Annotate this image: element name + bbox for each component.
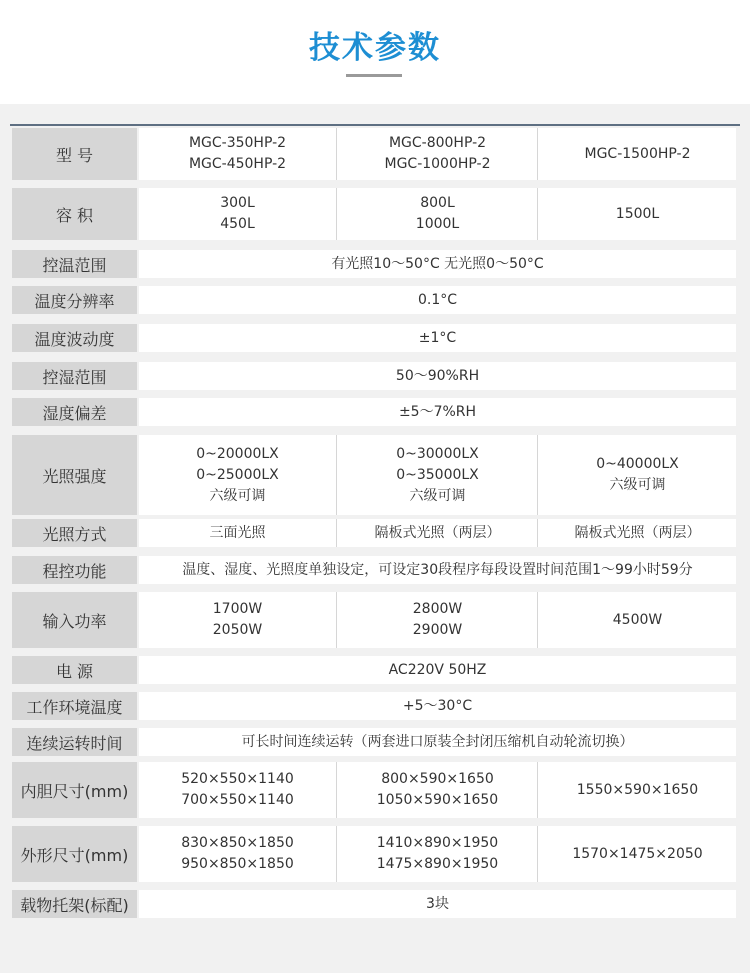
value-line: MGC-450HP-2	[188, 156, 287, 172]
spec-row	[0, 519, 750, 547]
value-line: 0~40000LX	[596, 456, 679, 472]
page-title: 技术参数	[309, 30, 441, 66]
row-values	[139, 728, 736, 756]
value-line: 2050W	[212, 622, 263, 638]
value-cell-merged: ±1°C	[418, 329, 457, 346]
value-cell-merged: 50～90%RH	[395, 367, 480, 384]
value-line: MGC-1500HP-2	[584, 145, 691, 162]
value-cell	[338, 188, 537, 240]
value-cell	[539, 435, 736, 515]
value-line: 950×850×1850	[181, 856, 294, 872]
row-values	[139, 762, 736, 818]
value-line: 1500L	[615, 205, 660, 222]
column-divider	[336, 762, 337, 818]
value-line: 4500W	[612, 611, 663, 628]
row-values	[139, 128, 736, 180]
spec-row	[0, 692, 750, 720]
value-cell	[139, 592, 336, 648]
value-line: 0~35000LX	[396, 466, 479, 483]
row-label: 型 号	[12, 128, 137, 180]
value-line: 300L	[220, 195, 255, 211]
spec-row	[0, 890, 750, 918]
value-cell	[338, 826, 537, 882]
table-top-rule	[10, 124, 740, 126]
column-divider	[336, 188, 337, 240]
row-label: 容 积	[12, 188, 137, 240]
column-divider	[336, 592, 337, 648]
column-divider	[537, 519, 538, 547]
value-cell-merged: 0.1°C	[417, 291, 458, 308]
value-line: 0~25000LX	[196, 466, 279, 483]
row-label: 载物托架(标配)	[12, 890, 137, 918]
row-label: 内胆尺寸(mm)	[12, 762, 137, 818]
value-line: 1475×890×1950	[376, 856, 499, 872]
row-values	[139, 362, 736, 390]
row-label: 连续运转时间	[12, 728, 137, 756]
value-line: 520×550×1140	[181, 771, 294, 787]
row-values	[139, 890, 736, 918]
value-line: 1700W	[212, 601, 263, 617]
row-label: 控湿范围	[12, 362, 137, 390]
value-cell	[139, 762, 336, 818]
title-underline	[346, 74, 402, 77]
row-values	[139, 324, 736, 352]
row-label: 输入功率	[12, 592, 137, 648]
column-divider	[336, 519, 337, 547]
value-line: 450L	[220, 216, 255, 232]
column-divider	[537, 592, 538, 648]
row-values	[139, 250, 736, 278]
value-cell	[338, 435, 537, 515]
spec-row	[0, 826, 750, 882]
spec-row	[0, 250, 750, 278]
spec-row	[0, 286, 750, 314]
value-line: MGC-1000HP-2	[384, 156, 491, 172]
value-cell	[539, 188, 736, 240]
row-label: 湿度偏差	[12, 398, 137, 426]
row-label: 控温范围	[12, 250, 137, 278]
header	[0, 0, 750, 104]
column-divider	[537, 435, 538, 515]
value-line: 隔板式光照（两层）	[374, 524, 501, 541]
column-divider	[537, 188, 538, 240]
spec-row	[0, 398, 750, 426]
row-values	[139, 435, 736, 515]
row-values	[139, 556, 736, 584]
value-line: MGC-350HP-2	[188, 135, 287, 151]
value-line: 0~20000LX	[196, 445, 279, 462]
row-label: 光照强度	[12, 435, 137, 515]
value-cell	[139, 188, 336, 240]
row-label: 工作环境温度	[12, 692, 137, 720]
value-line: 2900W	[412, 622, 463, 638]
value-cell-merged: 可长时间连续运转（两套进口原装全封闭压缩机自动轮流切换）	[241, 733, 634, 750]
value-cell	[338, 592, 537, 648]
row-values	[139, 692, 736, 720]
value-cell	[338, 519, 537, 547]
value-cell	[539, 826, 736, 882]
value-line: 六级可调	[209, 487, 266, 504]
value-cell	[139, 519, 336, 547]
spec-row	[0, 592, 750, 648]
value-line: 830×850×1850	[181, 835, 294, 851]
value-cell-merged: AC220V 50HZ	[388, 661, 487, 678]
value-line: 隔板式光照（两层）	[574, 524, 701, 541]
value-line: 1000L	[415, 216, 460, 232]
row-label: 温度分辨率	[12, 286, 137, 314]
column-divider	[537, 128, 538, 180]
value-cell	[139, 435, 336, 515]
value-cell	[539, 128, 736, 180]
value-cell	[338, 762, 537, 818]
column-divider	[336, 435, 337, 515]
row-values	[139, 826, 736, 882]
value-cell	[139, 128, 336, 180]
spec-row	[0, 556, 750, 584]
row-label: 外形尺寸(mm)	[12, 826, 137, 882]
spec-row	[0, 362, 750, 390]
value-cell	[539, 762, 736, 818]
value-cell	[539, 592, 736, 648]
column-divider	[537, 826, 538, 882]
row-values	[139, 592, 736, 648]
value-line: 800×590×1650	[381, 771, 494, 787]
column-divider	[336, 128, 337, 180]
value-line: 700×550×1140	[181, 792, 294, 808]
spec-row	[0, 656, 750, 684]
column-divider	[537, 762, 538, 818]
value-cell	[139, 826, 336, 882]
value-cell	[539, 519, 736, 547]
value-line: 1570×1475×2050	[572, 845, 703, 862]
value-line: 三面光照	[209, 524, 266, 541]
value-cell-merged: +5～30°C	[402, 697, 473, 714]
row-label: 程控功能	[12, 556, 137, 584]
spec-row	[0, 324, 750, 352]
value-line: 六级可调	[609, 477, 666, 493]
column-divider	[336, 826, 337, 882]
value-line: 1050×590×1650	[376, 792, 499, 808]
spec-row	[0, 128, 750, 180]
value-cell-merged: 温度、湿度、光照度单独设定，可设定30段程序每段设置时间范围1～99小时59分	[182, 561, 693, 578]
value-line: 2800W	[412, 601, 463, 617]
value-cell	[338, 128, 537, 180]
spec-row	[0, 762, 750, 818]
value-line: 800L	[420, 195, 455, 211]
value-line: 1410×890×1950	[376, 835, 499, 851]
row-label: 光照方式	[12, 519, 137, 547]
value-cell-merged: ±5～7%RH	[398, 403, 477, 420]
spec-row	[0, 188, 750, 240]
spec-row	[0, 728, 750, 756]
row-values	[139, 286, 736, 314]
value-line: 0~30000LX	[396, 445, 479, 462]
value-line: MGC-800HP-2	[388, 135, 487, 151]
row-values	[139, 188, 736, 240]
row-label: 电 源	[12, 656, 137, 684]
row-label: 温度波动度	[12, 324, 137, 352]
value-line: 1550×590×1650	[576, 781, 699, 798]
spec-row	[0, 435, 750, 515]
value-cell-merged: 有光照10～50°C 无光照0～50°C	[331, 255, 544, 272]
value-line: 六级可调	[409, 487, 466, 504]
value-cell-merged: 3块	[426, 895, 449, 912]
row-values	[139, 519, 736, 547]
row-values	[139, 398, 736, 426]
row-values	[139, 656, 736, 684]
